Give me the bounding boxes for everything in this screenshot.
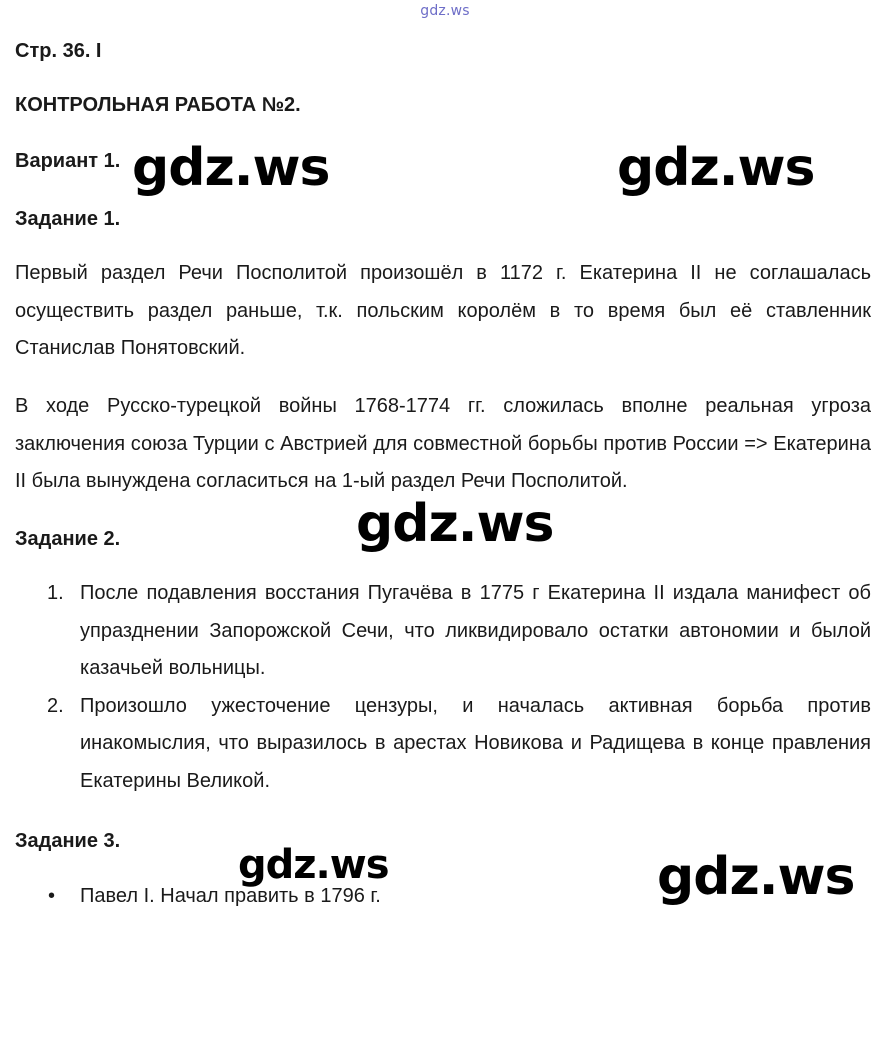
watermark: gdz.ws [132, 138, 330, 198]
list-item-number: 2. [47, 694, 64, 717]
watermark: gdz.ws [238, 842, 389, 888]
site-watermark: gdz.ws [420, 3, 470, 19]
test-title: КОНТРОЛЬНАЯ РАБОТА №2. [15, 94, 301, 116]
bullet-icon: • [48, 885, 56, 907]
list-item-text: После подавления восстания Пугачёва в 1775 г Екатерина II издала манифест об упразднении Запорожской Сечи, что ликвидировало остатки автономии и былой казачьей вольницы. [80, 582, 871, 679]
task-1-heading: Задание 1. [15, 208, 121, 230]
task-2-heading: Задание 2. [15, 528, 121, 550]
watermark: gdz.ws [617, 138, 815, 198]
page-reference: Стр. 36. І [15, 40, 102, 62]
list-item-text: Произошло ужесточение цензуры, и началась активная борьба против инакомыслия, что выразилось в арестах Новикова и Радищева в конце правления Екатерины Великой. [80, 694, 871, 792]
task-3-heading: Задание 3. [15, 830, 121, 852]
task-1-paragraph: Первый раздел Речи Посполитой произошёл в 1172 г. Екатерина II не соглашалась осуществить раздел раньше, т.к. польским королём в то время был её ставленник Станислав Понятовский. [15, 262, 871, 359]
list-item-number: 1. [47, 582, 64, 604]
watermark: gdz.ws [657, 847, 855, 907]
task-2-list [15, 575, 871, 800]
watermark: gdz.ws [356, 494, 554, 554]
list-item-text: Павел I. Начал править в 1796 г. [80, 885, 381, 907]
variant-label: Вариант 1. [15, 150, 121, 172]
task-1-paragraph: В ходе Русско-турецкой войны 1768-1774 гг. сложилась вполне реальная угроза заключения союза Турции с Австрией для совместной борьбы против России => Екатерина II была вынуждена согласиться на 1-ый раздел Речи Посполитой. [15, 395, 871, 492]
list-item [15, 575, 871, 688]
list-item [15, 688, 871, 801]
